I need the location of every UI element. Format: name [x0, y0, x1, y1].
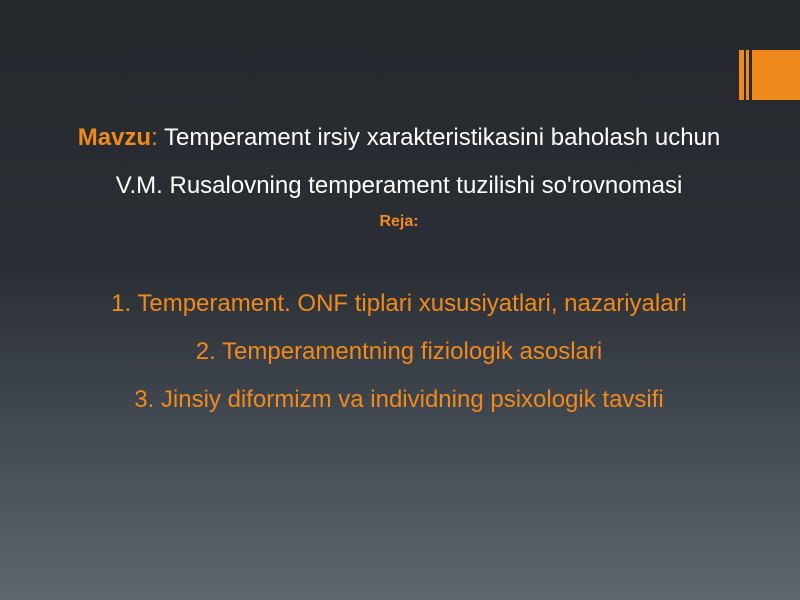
topic-text: Temperament irsiy xarakteristikasini baholash uchun V.M. Rusalovning temperament tuzilishi so'rovnomasi — [115, 124, 721, 199]
plan-heading: Reja: — [379, 213, 419, 230]
accent-bar-block — [752, 50, 800, 100]
plan-item-3: 3. Jinsiy diformizm va individning psixologik tavsifi — [134, 386, 664, 413]
plan-item-1: 1. Temperament. ONF tiplari xususiyatlari, nazariyalari — [111, 290, 687, 317]
plan-list — [60, 280, 738, 424]
slide-content — [60, 114, 738, 424]
topic-label: Mavzu — [77, 124, 152, 151]
plan-item-2: 2. Temperamentning fiziologik asoslari — [195, 338, 603, 365]
topic-colon: : — [151, 124, 158, 151]
accent-bar-thin-2 — [746, 50, 749, 100]
slide-topic — [60, 114, 738, 210]
accent-bar-thin-1 — [739, 50, 744, 100]
